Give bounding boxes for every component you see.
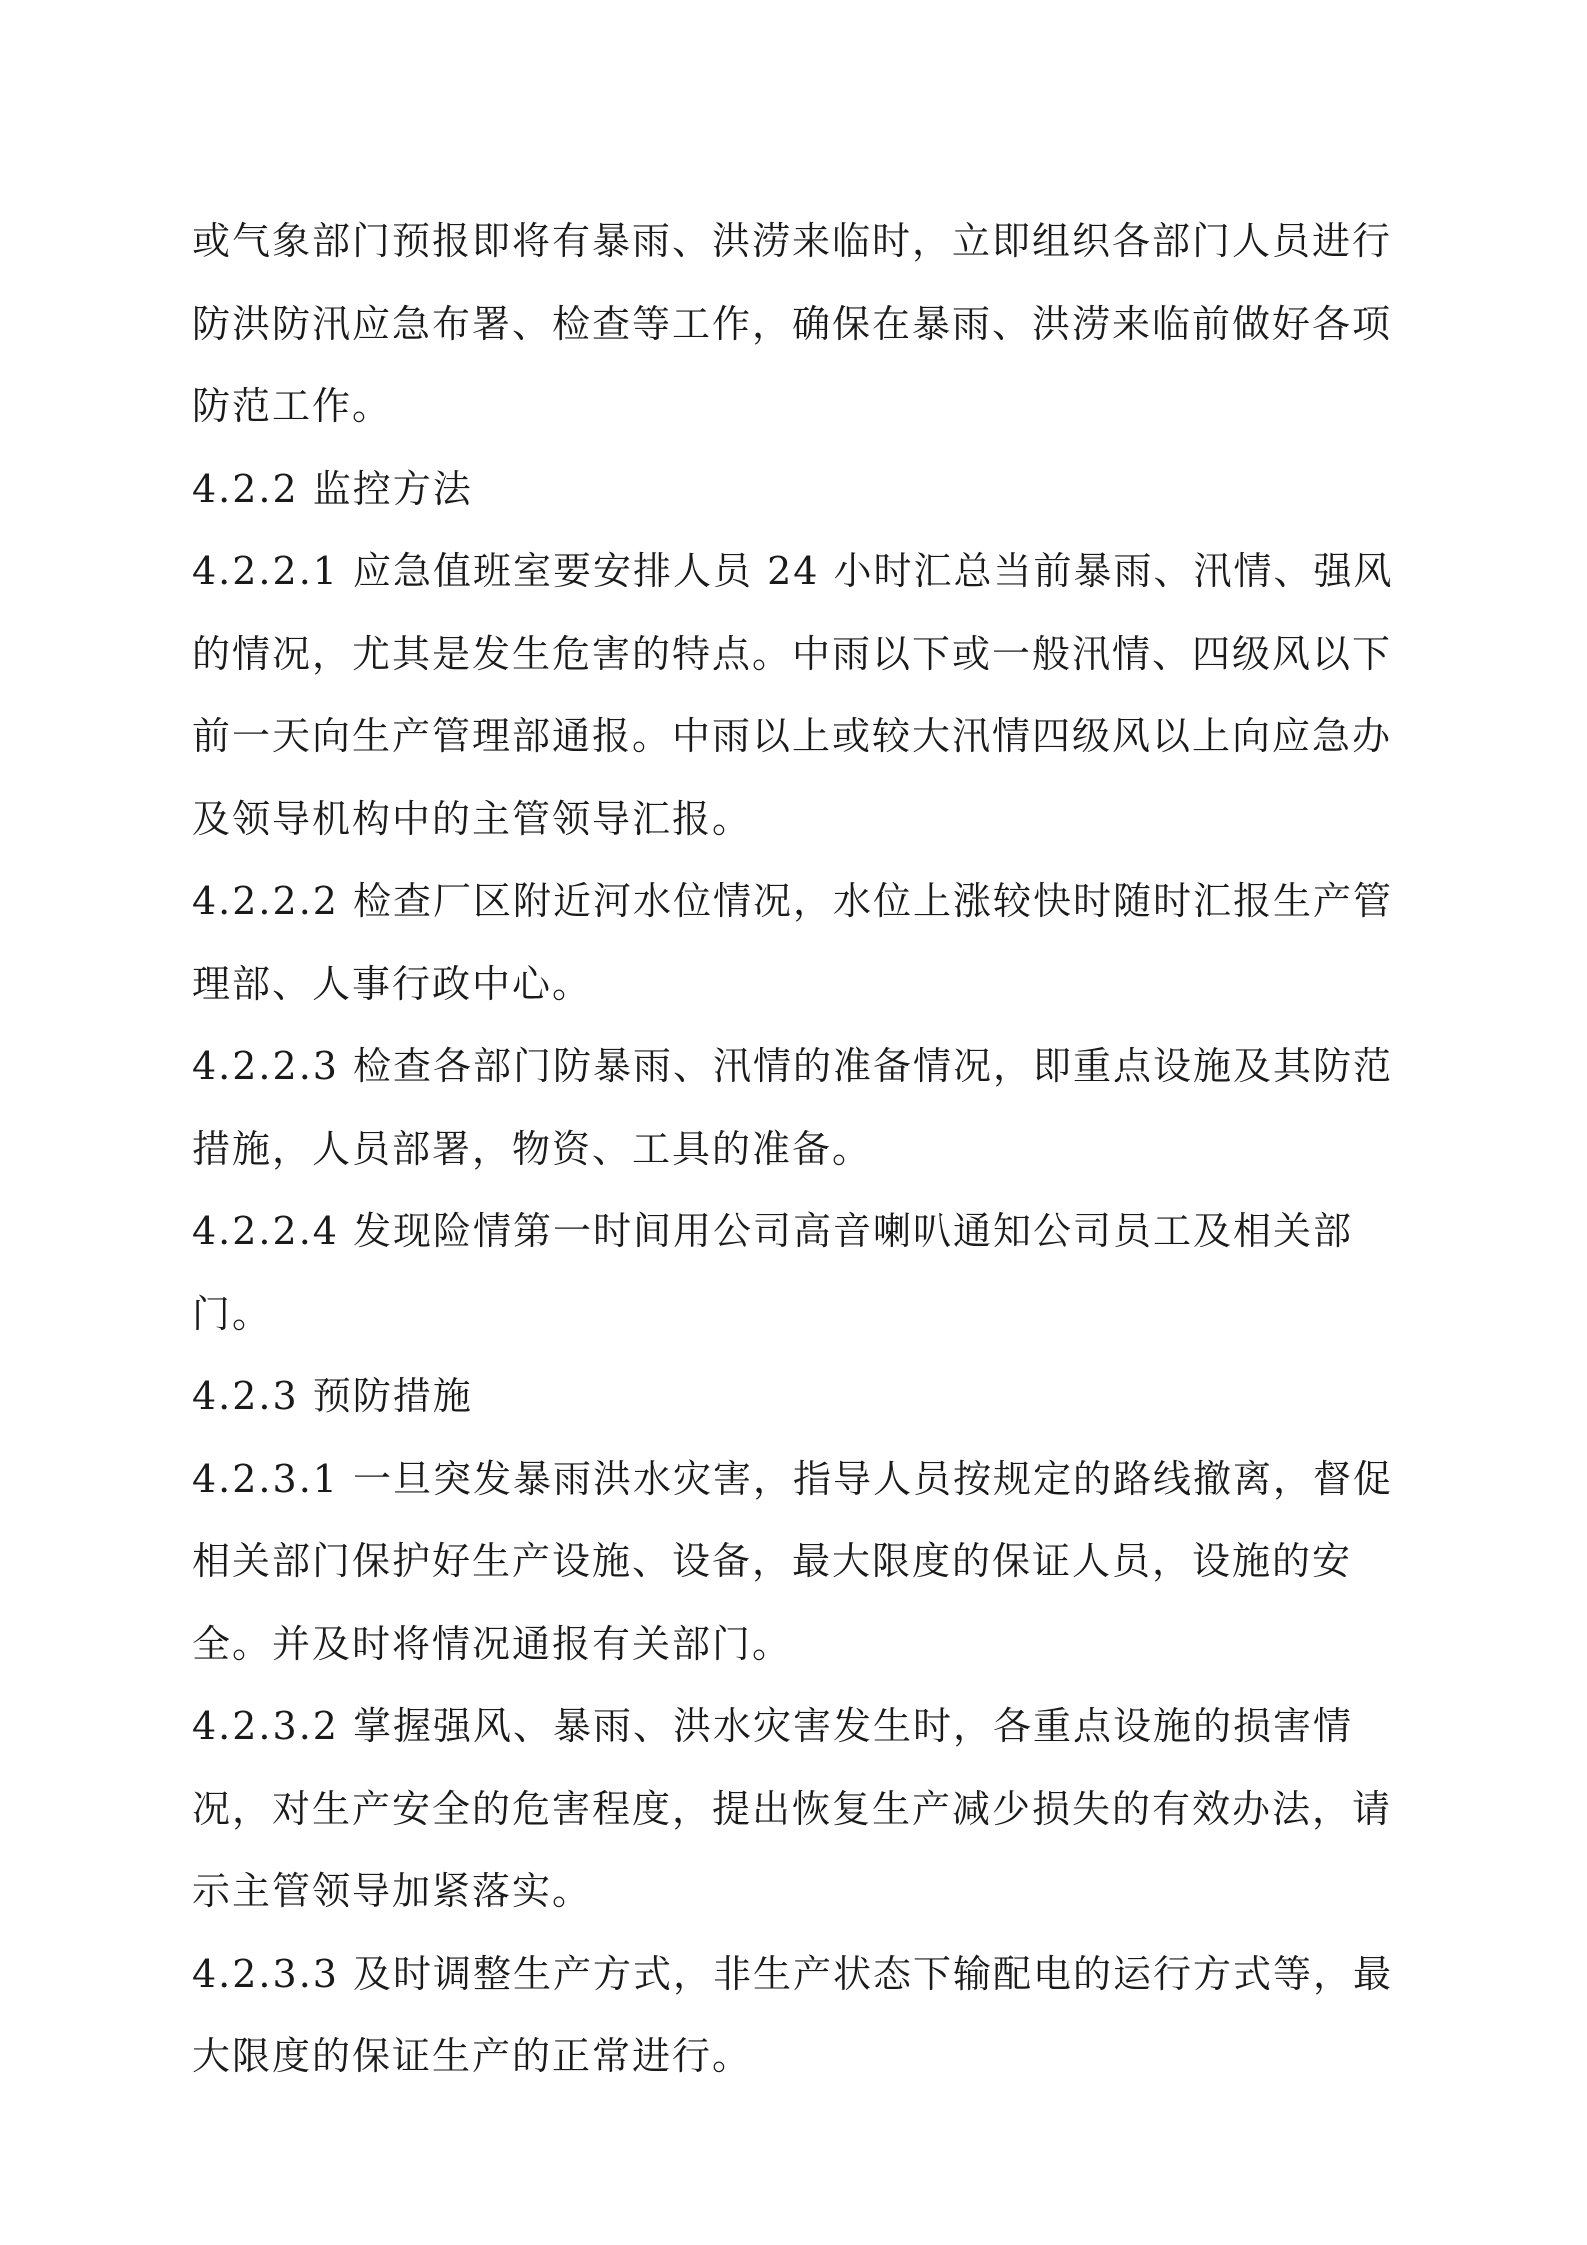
paragraph-4-2-3-2: 4.2.3.2 掌握强风、暴雨、洪水灾害发生时，各重点设施的损害情况，对生产安全的危害程度，提出恢复生产减少损失的有效办法，请示主管领导加紧落实。 <box>192 1704 1393 1913</box>
paragraph-4-2-3-1: 4.2.3.1 一旦突发暴雨洪水灾害，指导人员按规定的路线撤离，督促相关部门保护好生产设施、设备，最大限度的保证人员，设施的安全。并及时将情况通报有关部门。 <box>192 1456 1394 1666</box>
section-heading-4-2-2: 4.2.2 监控方法 <box>192 466 473 511</box>
section-heading-4-2-3: 4.2.3 预防措施 <box>192 1374 473 1418</box>
paragraph-4-2-2-4: 4.2.2.4 发现险情第一时间用公司高音喇叭通知公司员工及相关部门。 <box>192 1209 1354 1336</box>
paragraph-4-2-2-3: 4.2.2.3 检查各部门防暴雨、汛情的准备情况，即重点设施及其防范措施，人员部署，物资、工具的准备。 <box>192 1044 1394 1171</box>
paragraph-4-2-2-1: 4.2.2.1 应急值班室要安排人员 24 小时汇总当前暴雨、汛情、强风的情况，尤其是发生危害的特点。中雨以下或一般汛情、四级风以下前一天向生产管理部通报。中雨以上或较大汛情四级风以上向应急办及领导机构中的主管领导汇报。 <box>192 549 1394 841</box>
paragraph-continuation: 或气象部门预报即将有暴雨、洪涝来临时，立即组织各部门人员进行防洪防汛应急布署、检查等工作，确保在暴雨、洪涝来临前做好各项防范工作。 <box>192 219 1393 428</box>
paragraph-4-2-3-3: 4.2.3.3 及时调整生产方式，非生产状态下输配电的运行方式等，最大限度的保证生产的正常进行。 <box>192 1951 1394 2078</box>
paragraph-4-2-2-2: 4.2.2.2 检查厂区附近河水位情况，水位上涨较快时随时汇报生产管理部、人事行政中心。 <box>192 879 1394 1006</box>
document-body <box>192 200 1417 2098</box>
